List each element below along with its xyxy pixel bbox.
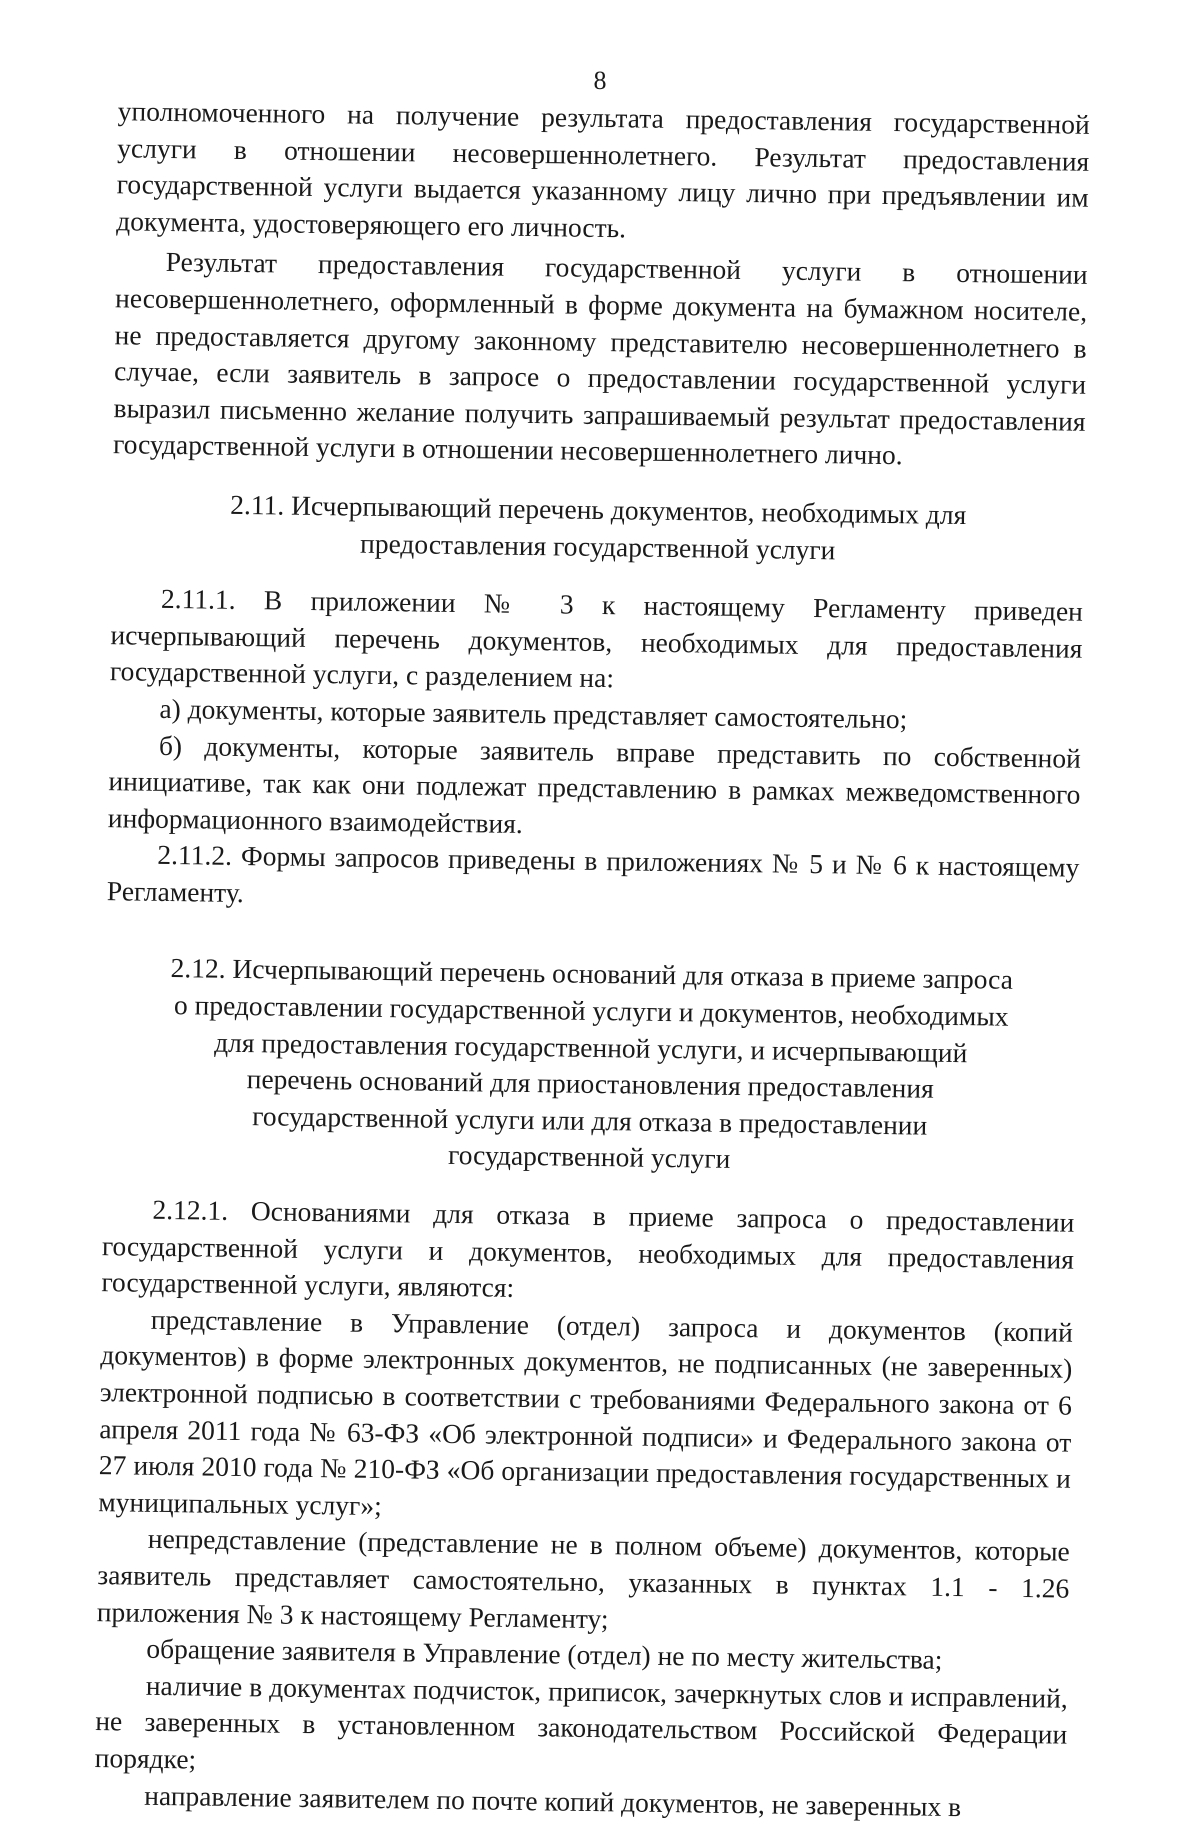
list-item: непредставление (представление не в полном объеме) документов, которые заявитель представляет самостоятельно, указанных в пунктах 1.1 - 1.26 приложения № 3 к настоящему Регламенту;	[96, 1523, 1070, 1634]
paragraph: 2.11.1. В приложении № 3 к настоящему Регламенту приведен исчерпывающий перечень документов, необходимых для предоставления государственной услуги, с разделением на:	[109, 582, 1084, 694]
paragraph: 2.12.1. Основаниями для отказа в приеме запроса о предоставлении государственной услуги и документов, необходимых для предоставления государственной услуги, являются:	[101, 1193, 1075, 1304]
section-heading-2-11: 2.11. Исчерпывающий перечень документов, необходимых для предоставления государственной услуги	[230, 488, 967, 565]
list-item: а) документы, которые заявитель представляет самостоятельно;	[159, 692, 908, 735]
list-item: представление в Управление (отдел) запроса и документов (копий документов) в форме электронных документов, не подписанных (не заверенных) электронной подписью в соответствии с требованиями Федерального закона от 6 апреля 2011 года № 63-ФЗ «Об электронной подписи» и Федерального закона от 27 июля 2010 года № 210-ФЗ «Об организации предоставления государственных и муниципальных услуг»;	[98, 1303, 1074, 1521]
list-item: б) документы, которые заявитель вправе представить по собственной инициативе, так как они подлежат представлению в рамках межведомственного информационного взаимодействия.	[107, 729, 1082, 839]
paragraph: 2.11.2. Формы запросов приведены в приложениях № 5 и № 6 к настоящему Регламенту.	[106, 839, 1080, 908]
list-item: обращение заявителя в Управление (отдел) не по месту жительства;	[146, 1632, 943, 1676]
document-body	[94, 93, 1090, 1827]
list-item: наличие в документах подчисток, приписок, зачеркнутых слов и исправлений, не заверенных в установленном законодательством Российской Федерации порядке;	[94, 1669, 1068, 1775]
list-item: направление заявителем по почте копий документов, не заверенных в	[144, 1779, 962, 1822]
page-number: 8	[593, 66, 607, 95]
paragraph: Результат предоставления государственной услуги в отношении несовершеннолетнего, оформленный в форме документа на бумажном носителе, не предоставляется другому законному представителю несовершеннолетнего в случае, если заявитель в запросе о предоставлении государственной услуги выразил письменно желание получить запрашиваемый результат предоставления государственной услуги в отношении несовершеннолетнего лично.	[112, 246, 1088, 471]
paragraph: уполномоченного на получение результата предоставления государственной услуги в отношении несовершеннолетнего. Результат предоставления государственной услуги выдается указанному лицу лично при предъявлении им документа, удостоверяющего его личность.	[116, 95, 1090, 244]
section-heading-2-12: 2.12. Исчерпывающий перечень оснований для отказа в приеме запроса о предоставлении государственной услуги и документов, необходимых для предоставления государственной услуги, и исчерпывающий перечень оснований для приостановления предоставления государственной услуги или для отказа в предоставлении государственной услуги	[170, 952, 1014, 1175]
